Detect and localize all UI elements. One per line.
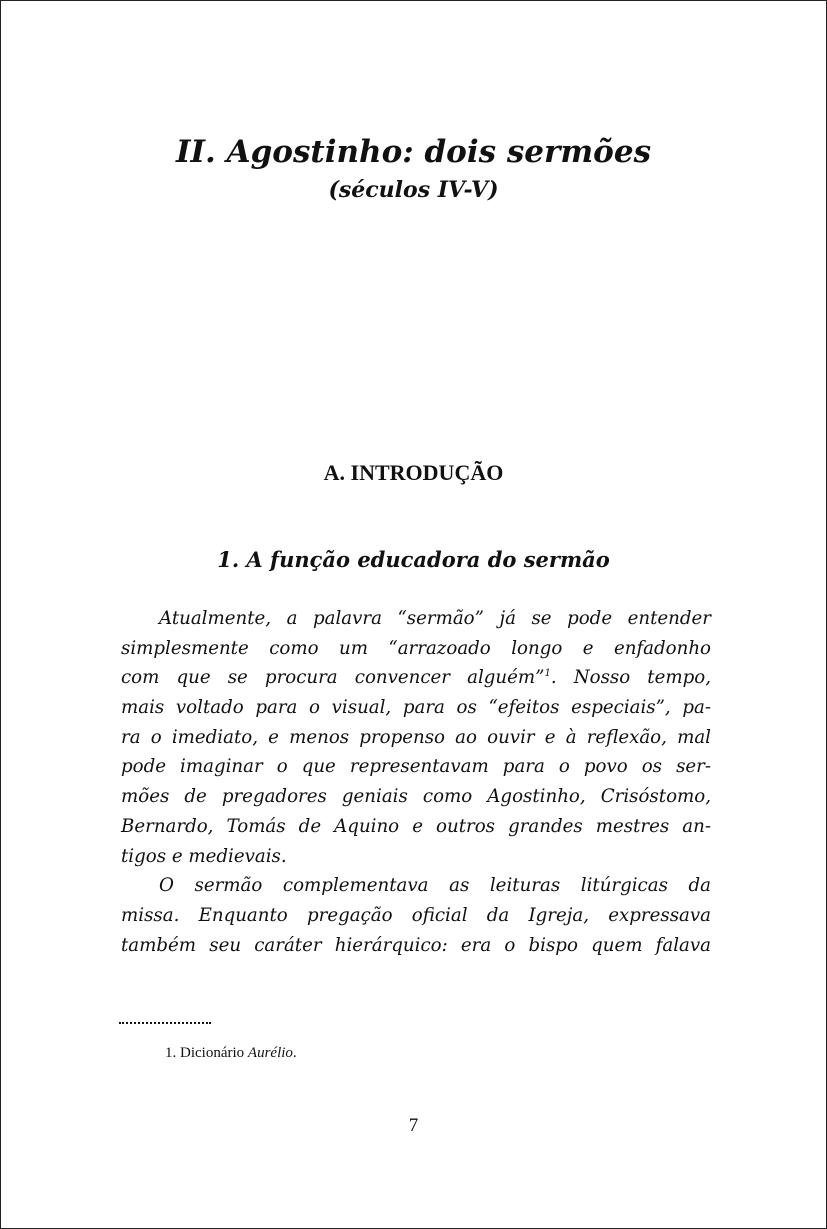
body-line: ra o imediato, e menos propenso ao ouvir e à reflexão, mal [121,726,711,748]
footnote-reference[interactable]: 1 [544,668,551,680]
chapter-title: II. Agostinho: dois sermões [175,134,652,170]
footnote-text: 1. Dicionário [165,1045,248,1061]
body-line: tigos e medievais. [121,845,287,867]
footnote [165,1043,297,1063]
chapter-subtitle: (séculos IV-V) [328,177,499,203]
footnote-source: Aurélio [247,1045,293,1061]
body-line: também seu caráter hierárquico: era o bispo quem falava [121,934,711,956]
section-heading: A. INTRODUÇÃO [323,460,504,485]
footnote-separator [119,1022,211,1024]
body-line: Bernardo, Tomás de Aquino e outros grandes mestres an- [121,815,711,837]
body-line-part: . Nosso tempo, [550,667,711,689]
body-line: simplesmente como um “arrazoado longo e enfadonho [121,637,711,659]
body-text [121,604,711,960]
body-line-part: com que se procura convencer alguém” [121,667,545,689]
body-line: missa. Enquanto pregação oficial da Igreja, expressava [121,904,711,926]
subsection-heading: 1. A função educadora do sermão [217,547,610,572]
body-line: O sermão complementava as leituras litúrgicas da [159,875,711,897]
footnote-end: . [292,1045,297,1061]
page-number: 7 [408,1115,419,1136]
body-line: Atualmente, a palavra “sermão” já se pode entender [159,608,711,629]
body-line [121,663,711,693]
body-line: mais voltado para o visual, para os “efeitos especiais”, pa- [121,697,711,719]
body-line: mões de pregadores geniais como Agostinho, Crisóstomo, [121,786,711,808]
body-line: pode imaginar o que representavam para o povo os ser- [121,756,711,778]
